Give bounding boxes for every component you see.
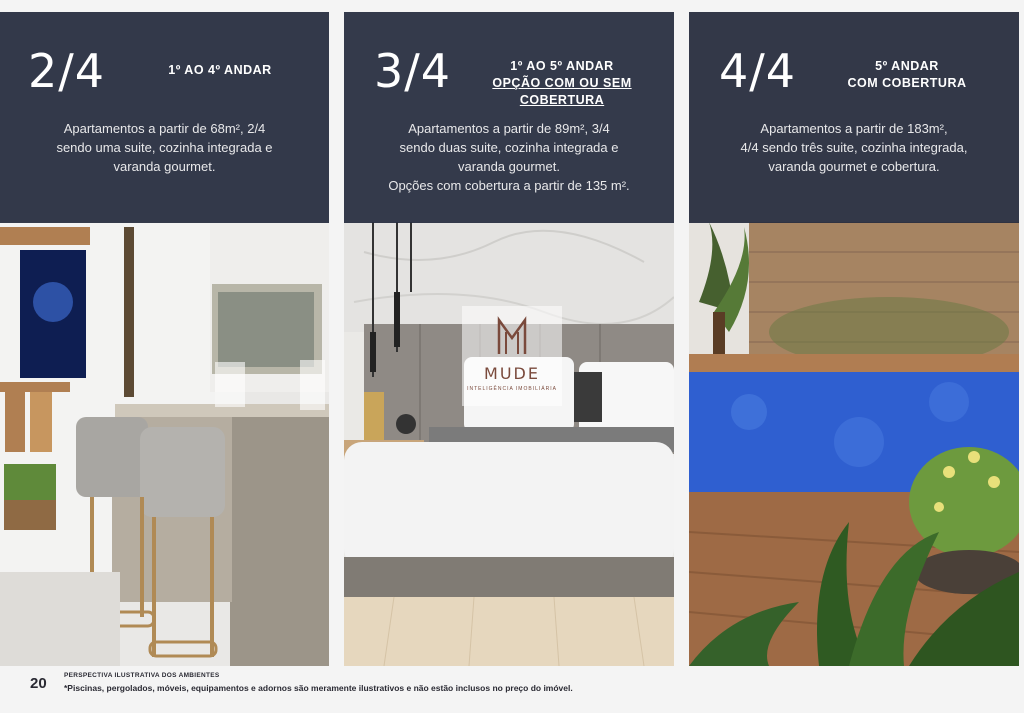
- floor-line: COM COBERTURA: [847, 76, 967, 90]
- mude-watermark-logo: [462, 306, 562, 406]
- page-footer: [0, 666, 1024, 713]
- info-overlay: [0, 12, 329, 223]
- desc-line: Apartamentos a partir de 68m², 2/4: [63, 121, 266, 136]
- desc-line: Opções com cobertura a partir de 135 m².: [388, 178, 630, 193]
- brand-name: MUDE: [484, 364, 540, 383]
- panel-4-bedroom: [689, 12, 1019, 666]
- apartment-description: [689, 119, 1019, 176]
- floor-line: COBERTURA: [519, 93, 605, 107]
- floor-range: [150, 62, 290, 79]
- floor-range: [472, 58, 652, 109]
- info-overlay: [689, 12, 1019, 223]
- page-number: 20: [30, 675, 47, 692]
- typology-title: 2/4: [28, 44, 106, 98]
- brand-tagline: INTELIGÊNCIA IMOBILIÁRIA: [467, 386, 557, 392]
- typology-title: 3/4: [374, 44, 452, 98]
- desc-line: 4/4 sendo três suite, cozinha integrada,: [740, 140, 968, 155]
- floor-range: [837, 58, 977, 92]
- apartment-description: [344, 119, 674, 195]
- desc-line: Apartamentos a partir de 89m², 3/4: [408, 121, 610, 136]
- panel-2-bedroom: [0, 12, 329, 666]
- desc-line: varanda gourmet.: [113, 159, 216, 174]
- footer-title: PERSPECTIVA ILUSTRATIVA DOS AMBIENTES: [64, 672, 220, 679]
- floor-line: 5º ANDAR: [875, 59, 939, 73]
- floor-line: 1º AO 5º ANDAR: [510, 59, 614, 73]
- mude-logo-icon: [497, 316, 527, 356]
- desc-line: sendo uma suite, cozinha integrada e: [56, 140, 273, 155]
- desc-line: varanda gourmet e cobertura.: [768, 159, 940, 174]
- desc-line: varanda gourmet.: [458, 159, 560, 174]
- typology-title: 4/4: [719, 44, 797, 98]
- apartment-description: [0, 119, 329, 176]
- desc-line: Apartamentos a partir de 183m²,: [760, 121, 948, 136]
- footer-disclaimer: *Piscinas, pergolados, móveis, equipamentos e adornos são meramente ilustrativos e não estão inclusos no preço do imóvel.: [64, 683, 573, 693]
- info-overlay: [344, 12, 674, 223]
- floor-line: 1º AO 4º ANDAR: [168, 63, 272, 77]
- floor-line: OPÇÃO COM OU SEM: [492, 76, 632, 90]
- desc-line: sendo duas suite, cozinha integrada e: [399, 140, 619, 155]
